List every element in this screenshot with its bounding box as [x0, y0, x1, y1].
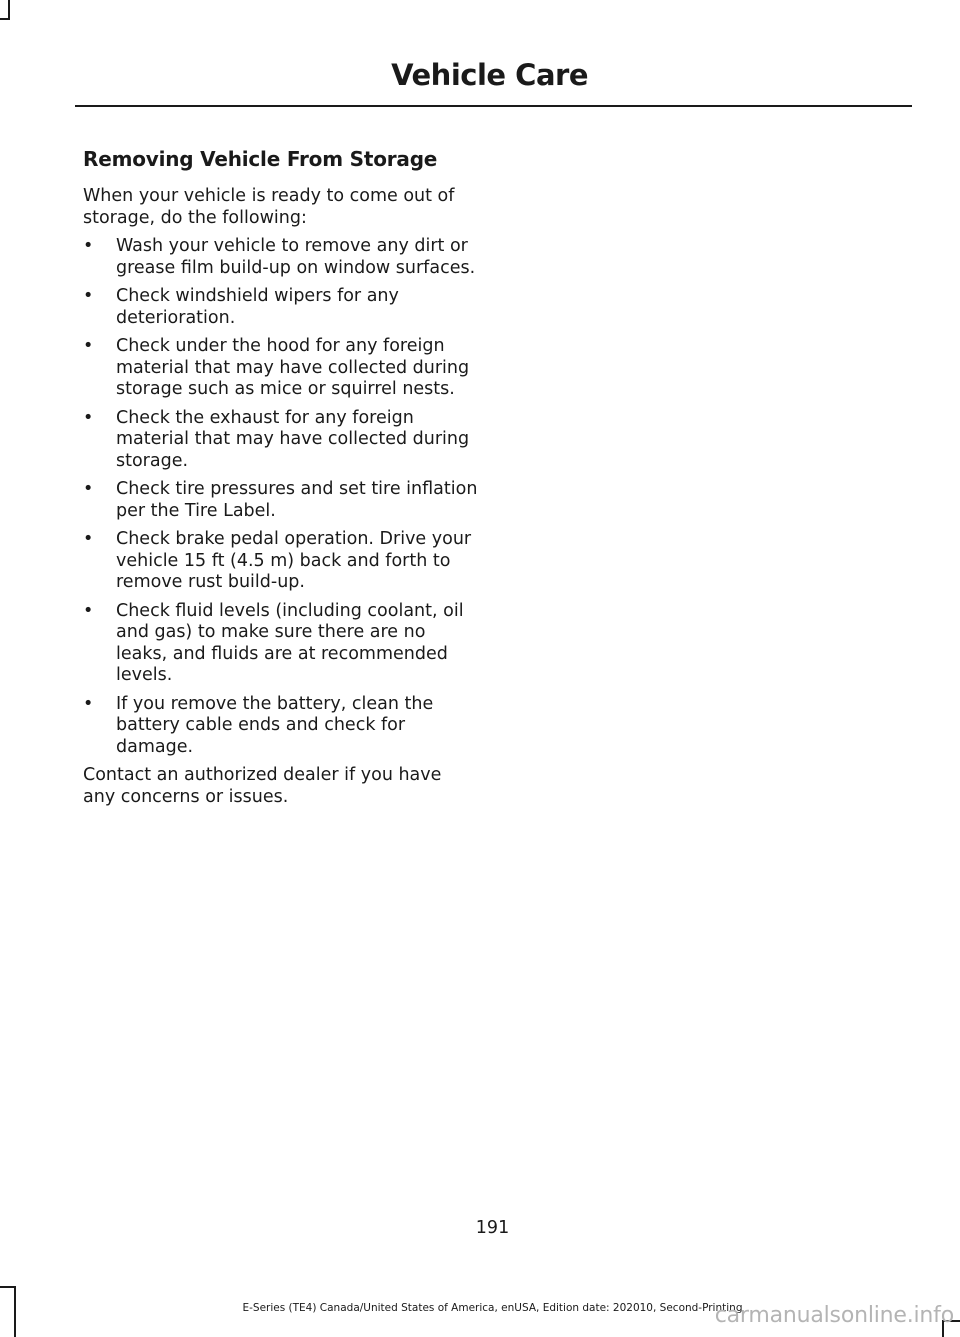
- list-item: [83, 529, 478, 594]
- list-item-text: Check fluid levels (including coolant, oil and gas) to make sure there are no leaks, and fluids are at recommended levels.: [116, 600, 464, 685]
- bullet-icon: •: [83, 529, 94, 549]
- list-item: [83, 236, 478, 279]
- list-item-text: Check under the hood for any foreign material that may have collected during storage such as mice or squirrel nests.: [116, 336, 470, 399]
- intro-paragraph: When your vehicle is ready to come out of storage, do the following:: [83, 186, 455, 228]
- list-item: [83, 336, 478, 401]
- bullet-icon: •: [83, 236, 94, 256]
- bullet-icon: •: [83, 286, 94, 306]
- list-item-text: Check tire pressures and set tire inflation per the Tire Label.: [116, 479, 478, 521]
- bullet-icon: •: [83, 336, 94, 356]
- crop-mark-top-left-vertical: [8, 0, 10, 20]
- list-item: [83, 286, 478, 329]
- section-title: Vehicle Care: [391, 58, 588, 92]
- list-item: [83, 601, 478, 687]
- crop-mark-top-left-horizontal: [0, 18, 10, 20]
- list-item-text: Wash your vehicle to remove any dirt or grease film build-up on window surfaces.: [116, 236, 476, 278]
- list-item-text: Check brake pedal operation. Drive your vehicle 15 ft (4.5 m) back and forth to remove rust build-up.: [116, 529, 472, 592]
- watermark-text: carmanualsonline.info: [714, 1303, 954, 1328]
- content-column: [83, 144, 478, 808]
- edition-footer: E-Series (TE4) Canada/United States of America, enUSA, Edition date: 202010, Second-Printing: [242, 1302, 743, 1314]
- list-item: [83, 408, 478, 473]
- bullet-icon: •: [83, 600, 94, 621]
- list-item-text: Check the exhaust for any foreign material that may have collected during storage.: [116, 407, 470, 471]
- storage-checklist: [83, 236, 478, 758]
- bullet-icon: •: [83, 407, 94, 428]
- list-item-text: Check windshield wipers for any deterioration.: [116, 286, 399, 328]
- list-item-text: If you remove the battery, clean the battery cable ends and check for damage.: [116, 693, 434, 757]
- section-heading: Removing Vehicle From Storage: [83, 147, 438, 171]
- page-number: 191: [475, 1218, 510, 1238]
- crop-mark-bottom-left-horizontal: [0, 1286, 16, 1288]
- list-item: [83, 694, 478, 759]
- header-rule: [75, 105, 912, 107]
- bullet-icon: •: [83, 479, 94, 499]
- bullet-icon: •: [83, 693, 94, 714]
- closing-paragraph: Contact an authorized dealer if you have any concerns or issues.: [83, 765, 442, 807]
- list-item: [83, 479, 478, 522]
